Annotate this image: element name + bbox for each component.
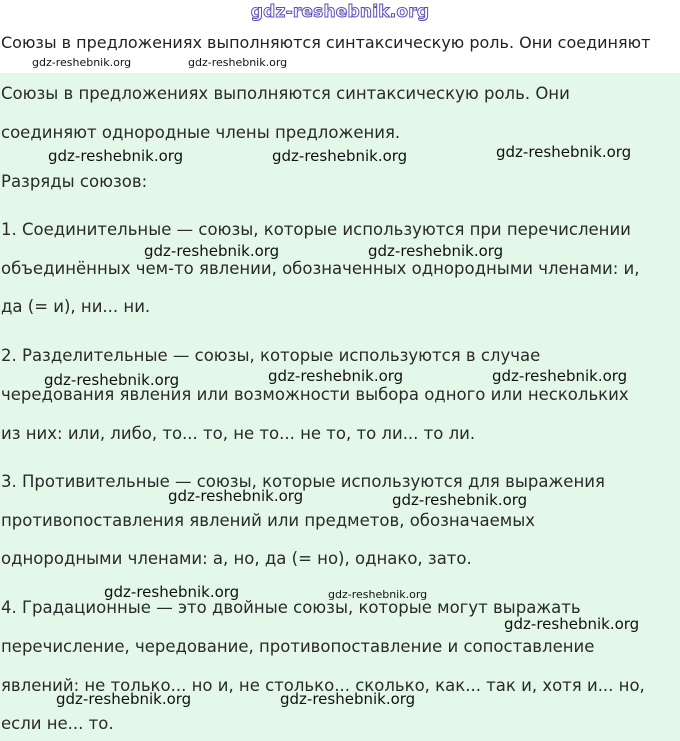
- watermark: gdz-reshebnik.org: [392, 491, 528, 509]
- watermark: gdz-reshebnik.org: [368, 242, 504, 260]
- answer-line: 4. Градационные — это двойные союзы, которые могут выражать: [1, 598, 581, 617]
- watermark: gdz-reshebnik.org: [188, 56, 288, 69]
- answer-line: перечисление, чередование, противопоставление и сопоставление: [1, 637, 595, 656]
- answer-line: 2. Разделительные — союзы, которые используются в случае: [1, 346, 541, 365]
- answer-line: если не... то.: [1, 714, 114, 733]
- watermark: gdz-reshebnik.org: [496, 143, 632, 161]
- watermark: gdz-reshebnik.org: [268, 367, 404, 385]
- answer-line: да (= и), ни... ни.: [1, 297, 151, 316]
- watermark: gdz-reshebnik.org: [328, 588, 428, 601]
- answer-line: 3. Противительные — союзы, которые используются для выражения: [1, 472, 605, 491]
- watermark: gdz-reshebnik.org: [104, 583, 240, 601]
- watermark: gdz-reshebnik.org: [280, 690, 416, 708]
- answer-line: явлений: не только... но и, не столько... сколько, как... так и, хотя и... но,: [1, 676, 645, 695]
- answer-line: из них: или, либо, то... то, не то... не то, то ли... то ли.: [1, 424, 476, 443]
- watermark: gdz-reshebnik.org: [272, 147, 408, 165]
- watermark: gdz-reshebnik.org: [44, 371, 180, 389]
- answer-line: объединённых чем-то явлении, обозначенных однородными членами: и,: [1, 259, 640, 278]
- watermark: gdz-reshebnik.org: [144, 242, 280, 260]
- watermark: gdz-reshebnik.org: [56, 690, 192, 708]
- watermark: gdz-reshebnik.org: [48, 147, 184, 165]
- intro-line: Союзы в предложениях выполняются синтаксическую роль. Они соединяют: [1, 33, 651, 52]
- watermark: gdz-reshebnik.org: [32, 56, 132, 69]
- site-logo[interactable]: gdz-reshebnik.org: [250, 2, 430, 22]
- answer-line: Союзы в предложениях выполняются синтаксическую роль. Они: [1, 84, 570, 103]
- answer-line: однородными членами: а, но, да (= но), однако, зато.: [1, 549, 472, 568]
- watermark: gdz-reshebnik.org: [504, 615, 640, 633]
- answer-line: чередования явления или возможности выбора одного или нескольких: [1, 385, 629, 404]
- watermark: gdz-reshebnik.org: [168, 487, 304, 505]
- watermark: gdz-reshebnik.org: [492, 367, 628, 385]
- answer-line: соединяют однородные члены предложения.: [1, 123, 401, 142]
- answer-line: Разряды союзов:: [1, 172, 148, 191]
- answer-line: противопоставления явлений или предметов, обозначаемых: [1, 511, 535, 530]
- answer-line: 1. Соединительные — союзы, которые используются при перечислении: [1, 220, 631, 239]
